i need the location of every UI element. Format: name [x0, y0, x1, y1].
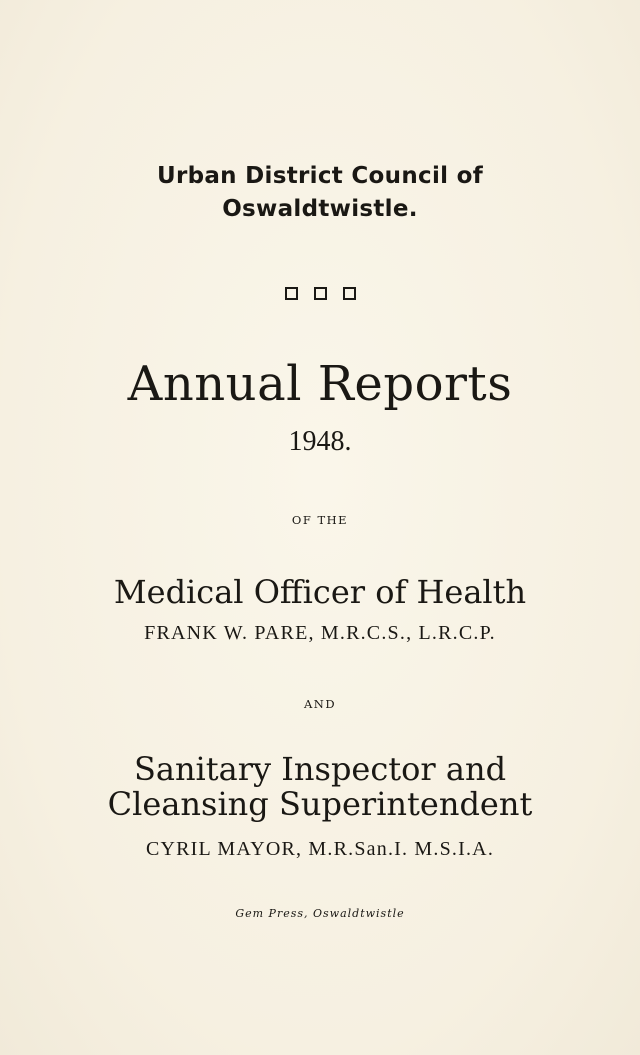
- report-year: 1948.: [288, 426, 352, 457]
- sanitary-inspector-heading-line-2: Cleansing Superintendent: [107, 785, 533, 823]
- sanitary-inspector-name: CYRIL MAYOR, M.R.San.I. M.S.I.A.: [145, 838, 495, 860]
- square-ornament-icon: [285, 287, 298, 300]
- sanitary-inspector-heading-line-1: Sanitary Inspector and: [133, 750, 507, 788]
- square-ornament-icon: [343, 287, 356, 300]
- square-ornament-icon: [314, 287, 327, 300]
- report-title: Annual Reports: [127, 356, 513, 412]
- medical-officer-heading: Medical Officer of Health: [113, 573, 527, 611]
- council-name-line-1: Urban District Council of: [156, 163, 484, 189]
- and-label: AND: [303, 697, 337, 711]
- printer-imprint: Gem Press, Oswaldtwistle: [235, 907, 405, 920]
- square-ornament-row: [0, 287, 640, 300]
- of-the-label: OF THE: [291, 513, 349, 527]
- council-name-line-2: Oswaldtwistle.: [222, 196, 418, 222]
- medical-officer-name: FRANK W. PARE, M.R.C.S., L.R.C.P.: [144, 622, 496, 644]
